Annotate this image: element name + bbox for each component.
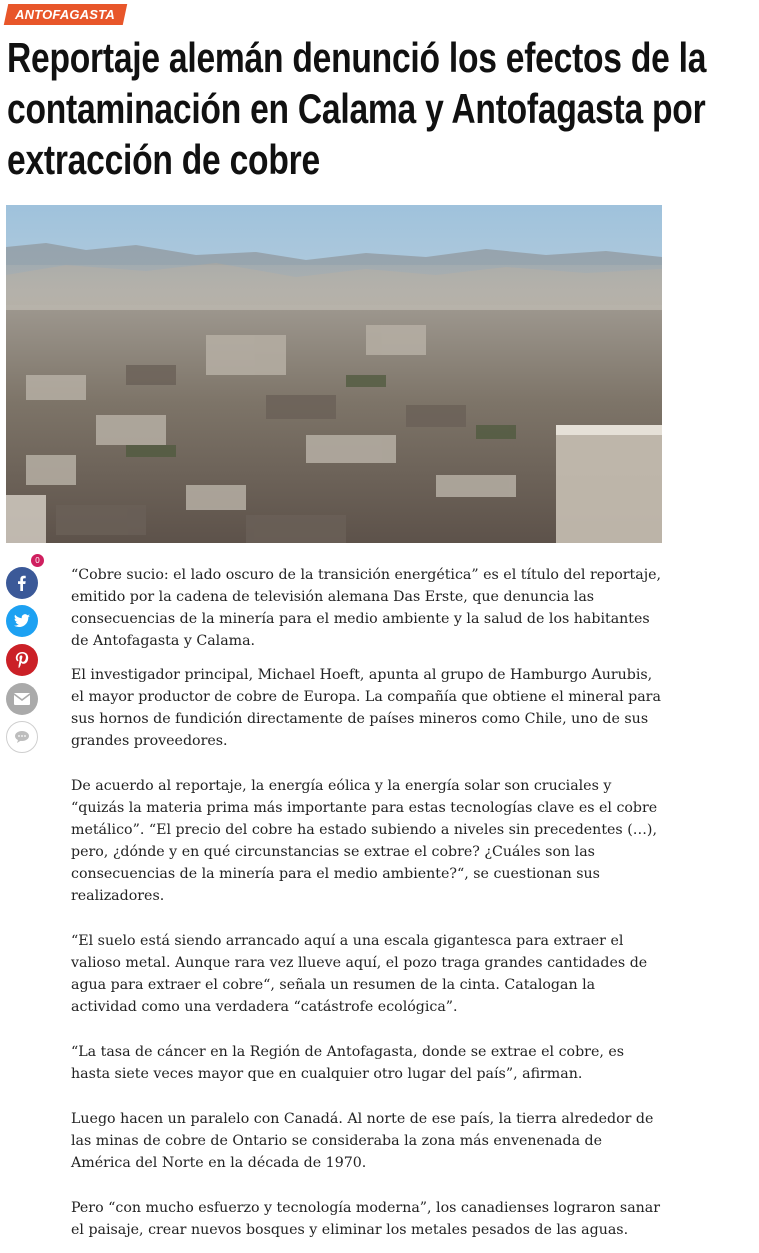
article-paragraph: Luego hacen un paralelo con Canadá. Al norte de ese país, la tierra alrededor de las minas de cobre de Ontario se consideraba la zona más envenenada de América del Norte en la década de 1970. — [71, 1111, 654, 1171]
facebook-share-button[interactable] — [6, 567, 38, 599]
article-paragraph: De acuerdo al reportaje, la energía eólica y la energía solar son cruciales y “quizás la materia prima más importante para estas tecnologías clave es el cobre metálico”. “El precio del cobre ha estado subiendo a niveles sin precedentes (…), pero, ¿dónde y en qué circunstancias se extrae el cobre? ¿Cuáles son las consecuencias de la minería para el medio ambiente?“, se cuestionan sus realizadores. — [71, 778, 658, 904]
comments-button[interactable] — [6, 721, 38, 753]
city-aerial-photo — [6, 205, 662, 543]
twitter-share-button[interactable] — [6, 605, 38, 637]
pinterest-share-button[interactable] — [6, 644, 38, 676]
facebook-icon — [14, 575, 30, 591]
email-icon — [14, 693, 30, 705]
article-paragraph: Pero “con mucho esfuerzo y tecnología moderna”, los canadienses lograron sanar el paisaje, crear nuevos bosques y eliminar los metales pesados de las aguas. — [71, 1200, 661, 1238]
comments-icon — [14, 730, 30, 744]
hero-image — [6, 205, 662, 543]
email-share-button[interactable] — [6, 683, 38, 715]
section-badge-label: ANTOFAGASTA — [15, 7, 115, 22]
article-paragraph: “Cobre sucio: el lado oscuro de la transición energética” es el título del reportaje, emitido por la cadena de televisión alemana Das Erste, que denuncia las consecuencias de la minería para el medio ambiente y la salud de los habitantes de Antofagasta y Calama. — [71, 567, 661, 649]
article-paragraph: El investigador principal, Michael Hoeft, apunta al grupo de Hamburgo Aurubis, el mayor productor de cobre de Europa. La compañía que obtiene el mineral para sus hornos de fundición directamente de países mineros como Chile, uno de sus grandes proveedores. — [71, 667, 661, 749]
twitter-icon — [14, 614, 30, 628]
article-headline: Reportaje alemán denunció los efectos de la contaminación en Calama y Antofagasta por extracción de cobre — [7, 34, 707, 183]
share-count-badge: 0 — [30, 553, 45, 568]
article-body — [71, 564, 663, 1253]
pinterest-icon — [15, 652, 29, 668]
article-paragraph: “El suelo está siendo arrancado aquí a una escala gigantesca para extraer el valioso metal. Aunque rara vez llueve aquí, el pozo traga grandes cantidades de agua para extraer el cobre“, señala un resumen de la cinta. Catalogan la actividad como una verdadera “catástrofe ecológica”. — [71, 933, 648, 1015]
section-badge[interactable] — [4, 4, 127, 25]
article-paragraph: “La tasa de cáncer en la Región de Antofagasta, donde se extrae el cobre, es hasta siete veces mayor que en cualquier otro lugar del país”, afirman. — [71, 1044, 625, 1082]
